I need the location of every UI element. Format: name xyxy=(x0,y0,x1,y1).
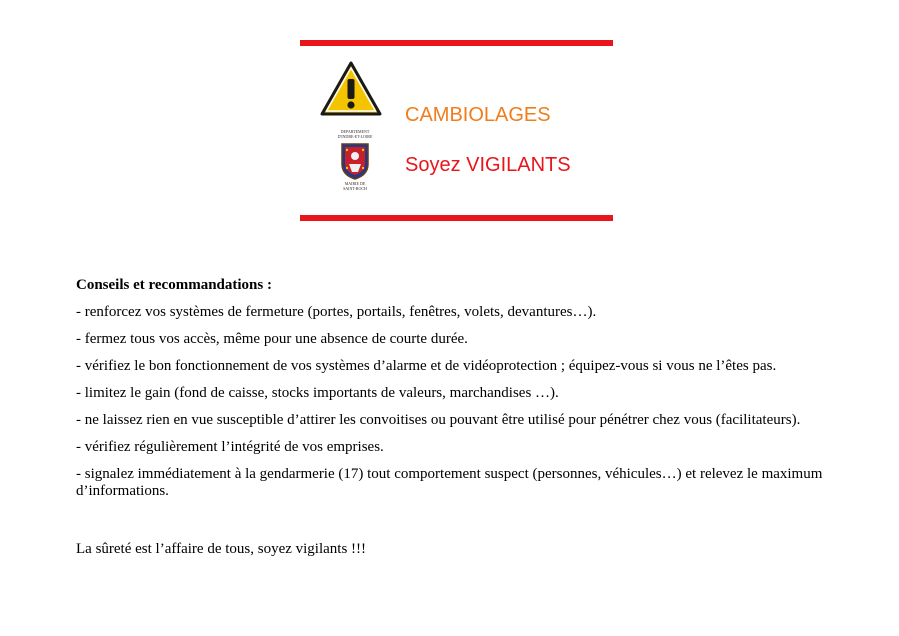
municipal-crest xyxy=(326,130,384,194)
warning-triangle-icon xyxy=(319,60,383,118)
page-title: CAMBIOLAGES xyxy=(405,104,551,126)
advice-item: - ne laissez rien en vue susceptible d’attirer les convoitises ou pouvant être utilisé pour pénétrer chez vous (facilitateurs). xyxy=(76,412,801,428)
advice-item: - renforcez vos systèmes de fermeture (portes, portails, fenêtres, volets, devantures…). xyxy=(76,304,597,320)
advice-item: - vérifiez régulièrement l’intégrité de vos emprises. xyxy=(76,439,384,455)
advice-item: - fermez tous vos accès, même pour une absence de courte durée. xyxy=(76,331,468,347)
crest-top-text-1: DEPARTEMENT xyxy=(340,130,370,134)
crest-bottom-text-2: SAINT-ROCH xyxy=(343,187,367,191)
closing-statement: La sûreté est l’affaire de tous, soyez vigilants !!! xyxy=(76,541,367,557)
top-red-bar xyxy=(300,40,613,46)
crest-top-text-2: D'INDRE-ET-LOIRE xyxy=(337,135,373,139)
advice-item: - vérifiez le bon fonctionnement de vos systèmes d’alarme et de vidéoprotection ; équipez-vous si vous ne l’êtes pas. xyxy=(76,358,777,374)
crest-shield-icon xyxy=(340,142,370,180)
advice-section xyxy=(76,277,836,500)
crest-bottom-text-1: MAIRIE DE xyxy=(344,182,366,186)
advice-item: - limitez le gain (fond de caisse, stocks importants de valeurs, marchandises …). xyxy=(76,385,559,401)
bottom-red-bar xyxy=(300,215,613,221)
advice-title: Conseils et recommandations : xyxy=(76,277,272,293)
page-subtitle: Soyez VIGILANTS xyxy=(405,154,571,176)
advice-item: - signalez immédiatement à la gendarmerie (17) tout comportement suspect (personnes, véhicules…) et relevez le maximum d’informations. xyxy=(76,466,823,499)
